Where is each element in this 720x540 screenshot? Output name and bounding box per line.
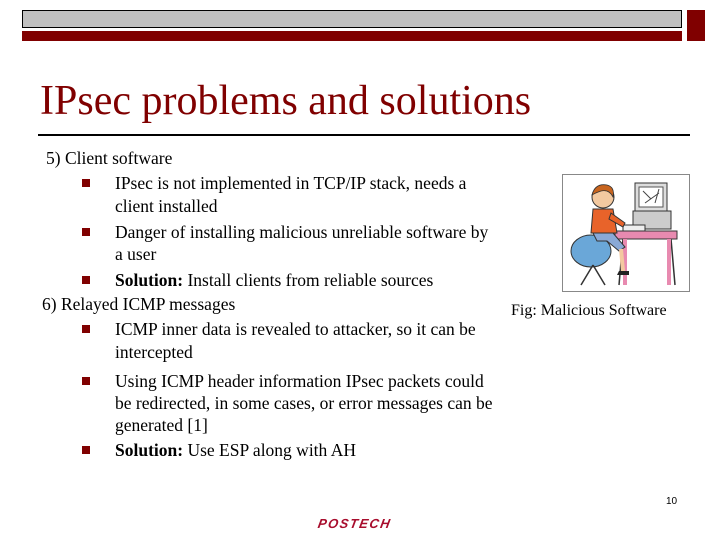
bullet-text <box>115 270 433 291</box>
figure-caption: Fig: Malicious Software <box>511 302 667 319</box>
top-gray-bar <box>22 10 682 28</box>
page-number: 10 <box>666 496 678 507</box>
bullet-square-icon <box>82 446 90 454</box>
bullet-square-icon <box>82 179 90 187</box>
child-at-computer-icon <box>563 175 689 291</box>
bullet-square-icon <box>82 228 90 236</box>
bullet-text: generated [1] <box>115 415 208 435</box>
section-heading: 5) Client software <box>46 148 173 168</box>
section-heading: 6) Relayed ICMP messages <box>42 294 236 314</box>
bold-label: Solution: <box>115 270 184 290</box>
slide-title: IPsec problems and solutions <box>40 78 532 124</box>
bullet-text: a user <box>115 244 157 264</box>
bullet-rest-text: Install clients from reliable sources <box>183 270 434 290</box>
bullet-text: ICMP inner data is revealed to attacker, so it can be <box>115 319 476 339</box>
title-divider <box>38 134 690 136</box>
bullet-square-icon <box>82 325 90 333</box>
bullet-square-icon <box>82 377 90 385</box>
bold-label: Solution: <box>115 440 184 460</box>
malicious-software-figure <box>562 174 690 292</box>
bullet-text: intercepted <box>115 342 193 362</box>
top-decoration <box>22 10 705 41</box>
bullet-text: client installed <box>115 196 218 216</box>
postech-logo: POSTECH <box>316 516 393 531</box>
bullet-text: Danger of installing malicious unreliable software by <box>115 222 489 242</box>
bullet-text: IPsec is not implemented in TCP/IP stack, needs a <box>115 173 467 193</box>
top-red-bar <box>22 31 682 41</box>
bullet-text: be redirected, in some cases, or error messages can be <box>115 393 493 413</box>
bullet-rest-text: Use ESP along with AH <box>183 440 356 460</box>
bullet-square-icon <box>82 276 90 284</box>
bullet-text: Using ICMP header information IPsec packets could <box>115 371 484 391</box>
top-red-square <box>687 10 705 41</box>
bullet-text <box>115 440 356 461</box>
